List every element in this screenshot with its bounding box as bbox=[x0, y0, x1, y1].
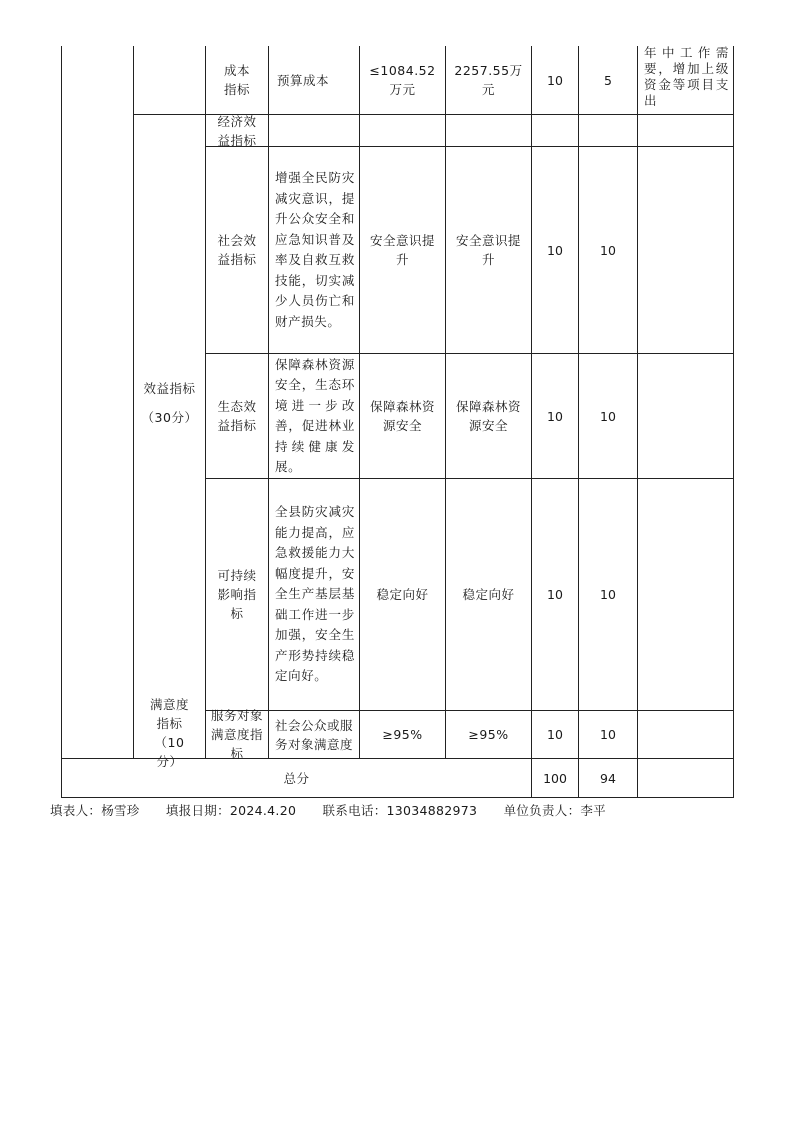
sustain-actual-text: 稳定向好 bbox=[462, 587, 515, 602]
satisfaction-group-label: 满意度指标（10分） bbox=[149, 697, 189, 769]
ecology-weight-cell bbox=[532, 354, 578, 478]
total-weight-cell bbox=[532, 759, 578, 797]
total-label-cell bbox=[62, 759, 531, 797]
grid-hline-bottom bbox=[61, 797, 734, 798]
ecology-score-cell bbox=[579, 354, 637, 478]
ecology-score-value: 10 bbox=[600, 408, 616, 424]
social-target-cell bbox=[360, 147, 445, 353]
satisfaction-indicator-label: 服务对象满意度指标 bbox=[211, 708, 264, 761]
sustain-target-text: 稳定向好 bbox=[376, 587, 429, 602]
total-score-cell bbox=[579, 759, 637, 797]
social-indicator-cell bbox=[206, 147, 268, 353]
satisfaction-score-value: 10 bbox=[600, 727, 616, 742]
ecology-actual-text: 保障森林资源安全 bbox=[455, 399, 521, 433]
ecology-target-text: 保障森林资源安全 bbox=[369, 399, 435, 433]
benefit-group-cell bbox=[134, 353, 205, 453]
grid-vline-note bbox=[637, 46, 638, 798]
cost-score-value: 5 bbox=[604, 72, 612, 88]
cost-target-text: ≤1084.52万元 bbox=[369, 63, 436, 97]
satisfaction-detail-text: 社会公众或服务对象满意度 bbox=[274, 717, 353, 752]
social-score-value: 10 bbox=[600, 242, 616, 258]
cost-weight-value: 10 bbox=[547, 72, 563, 88]
ecology-indicator-cell bbox=[206, 354, 268, 478]
cost-indicator-cell bbox=[206, 46, 268, 114]
benefit-group-score: （30分） bbox=[141, 410, 198, 425]
social-actual-cell bbox=[446, 147, 531, 353]
ecology-actual-cell bbox=[446, 354, 531, 478]
satisfaction-weight-cell bbox=[532, 711, 578, 758]
satisfaction-weight-value: 10 bbox=[547, 727, 563, 742]
form-footer bbox=[50, 801, 606, 819]
social-actual-text: 安全意识提升 bbox=[455, 233, 521, 267]
sustain-score-cell bbox=[579, 479, 637, 710]
economic-indicator-label: 经济效益指标 bbox=[217, 113, 257, 148]
satisfaction-actual-text: ≥95% bbox=[468, 727, 509, 742]
cost-indicator-label: 成本指标 bbox=[223, 63, 250, 97]
satisfaction-actual-cell bbox=[446, 711, 531, 758]
sustain-indicator-label: 可持续影响指标 bbox=[217, 568, 257, 621]
sustain-weight-cell bbox=[532, 479, 578, 710]
sustain-target-cell bbox=[360, 479, 445, 710]
cost-actual-text: 2257.55万元 bbox=[454, 63, 523, 97]
ecology-indicator-label: 生态效益指标 bbox=[217, 399, 257, 433]
cost-detail-cell bbox=[269, 46, 359, 114]
satisfaction-target-text: ≥95% bbox=[382, 727, 423, 742]
sustain-detail-cell bbox=[269, 479, 359, 710]
satisfaction-detail-cell bbox=[269, 711, 359, 758]
footer-leader: 单位负责人：李平 bbox=[503, 803, 606, 818]
total-weight-value: 100 bbox=[543, 770, 567, 786]
social-score-cell bbox=[579, 147, 637, 353]
satisfaction-group-cell bbox=[134, 697, 205, 769]
sustain-weight-value: 10 bbox=[547, 587, 563, 602]
social-weight-value: 10 bbox=[547, 242, 563, 258]
benefit-group-label: 效益指标 bbox=[143, 381, 196, 396]
sustain-detail-text: 全县防灾减灾能力提高，应急救援能力大幅度提升，安全生产基层基础工作进一步加强，安全生产形势持续稳定向好。 bbox=[275, 504, 355, 684]
cost-detail-text: 预算成本 bbox=[277, 72, 330, 88]
cost-actual-cell bbox=[446, 46, 531, 114]
grid-vline-right bbox=[733, 46, 734, 798]
satisfaction-indicator-cell bbox=[206, 708, 268, 761]
cost-weight-cell bbox=[532, 46, 578, 114]
ecology-detail-cell bbox=[269, 354, 359, 478]
ecology-weight-value: 10 bbox=[547, 408, 563, 424]
grid-vline-left bbox=[61, 46, 62, 798]
sustain-indicator-cell bbox=[206, 479, 268, 710]
social-detail-cell bbox=[269, 147, 359, 353]
footer-phone: 联系电话：13034882973 bbox=[322, 803, 478, 818]
sustain-score-value: 10 bbox=[600, 587, 616, 602]
cost-target-cell bbox=[360, 46, 445, 114]
social-weight-cell bbox=[532, 147, 578, 353]
economic-indicator-cell bbox=[206, 115, 268, 146]
satisfaction-target-cell bbox=[360, 711, 445, 758]
total-label: 总分 bbox=[283, 770, 310, 786]
cost-note-cell bbox=[638, 46, 733, 114]
footer-filler: 填表人：杨雪珍 bbox=[50, 803, 140, 818]
cost-note-text: 年中工作需要，增加上级资金等项目支出 bbox=[644, 46, 729, 108]
social-detail-text: 增强全民防灾减灾意识，提升公众安全和应急知识普及率及自救互救技能，切实减少人员伤亡和财产损失。 bbox=[275, 170, 355, 329]
ecology-target-cell bbox=[360, 354, 445, 478]
total-score-value: 94 bbox=[600, 770, 616, 786]
cost-score-cell bbox=[579, 46, 637, 114]
social-indicator-label: 社会效益指标 bbox=[217, 233, 257, 267]
sustain-actual-cell bbox=[446, 479, 531, 710]
ecology-detail-text: 保障森林资源安全，生态环境进一步改善，促进林业持续健康发展。 bbox=[275, 356, 355, 474]
footer-date: 填报日期：2024.4.20 bbox=[165, 803, 297, 818]
satisfaction-score-cell bbox=[579, 711, 637, 758]
social-target-text: 安全意识提升 bbox=[369, 233, 435, 267]
